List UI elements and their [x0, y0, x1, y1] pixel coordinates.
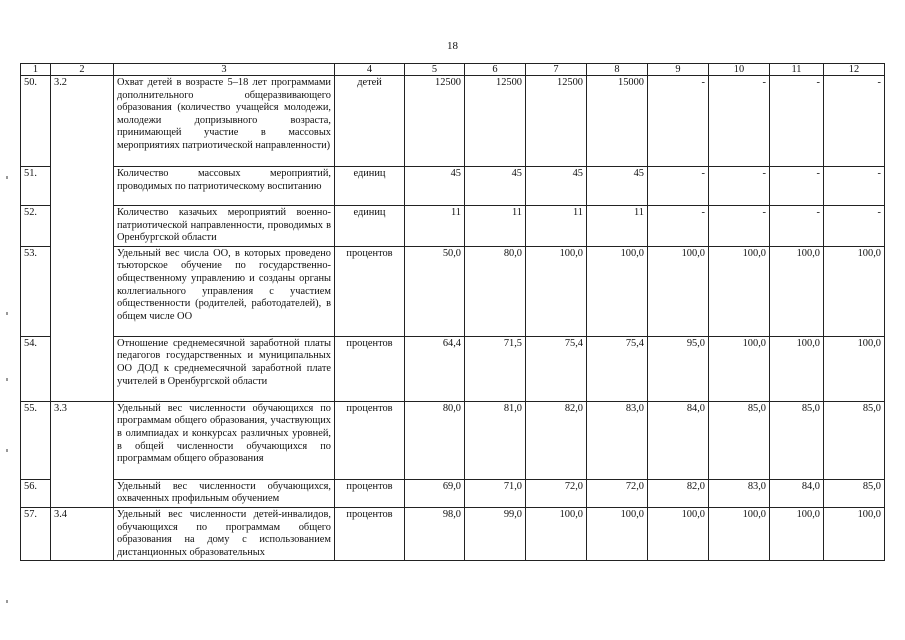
unit: детей: [335, 76, 405, 167]
table-row: [21, 167, 885, 206]
column-header: 10: [709, 64, 770, 76]
indicator-description: Удельный вес численности обучающихся по программам общего образования, участвующих в олимпиадах и конкурсах различных уровней, в общей численности обучающихся по программам общего образования: [114, 401, 335, 479]
table-row: [21, 76, 885, 167]
value-cell: 84,0: [770, 479, 824, 507]
value-cell: -: [648, 76, 709, 167]
value-cell: 100,0: [587, 507, 648, 560]
value-cell: 45: [405, 167, 465, 206]
column-header: 4: [335, 64, 405, 76]
value-cell: 100,0: [709, 336, 770, 401]
value-cell: -: [709, 206, 770, 247]
column-header: 5: [405, 64, 465, 76]
value-cell: 85,0: [770, 401, 824, 479]
unit: единиц: [335, 167, 405, 206]
value-cell: -: [648, 206, 709, 247]
value-cell: -: [709, 167, 770, 206]
value-cell: 85,0: [709, 401, 770, 479]
row-number: 57.: [21, 507, 51, 560]
table-row: [21, 246, 885, 336]
value-cell: 83,0: [587, 401, 648, 479]
table-row: [21, 401, 885, 479]
indicator-description: Удельный вес численности детей-инвалидов, обучающихся по программам общего образования на дому с использованием дистанционных образовательных: [114, 507, 335, 560]
value-cell: 11: [405, 206, 465, 247]
value-cell: 100,0: [648, 507, 709, 560]
value-cell: 100,0: [648, 246, 709, 336]
value-cell: -: [770, 167, 824, 206]
indicator-description: Удельный вес числа ОО, в которых проведено тьюторское обучение по государственно-общественному управлению и созданы органы коллегиального управления с участием общественности (родителей, работодателей), в общем числе ОО: [114, 246, 335, 336]
value-cell: 100,0: [770, 336, 824, 401]
value-cell: 100,0: [526, 246, 587, 336]
value-cell: -: [824, 167, 885, 206]
section-code: 3.3: [51, 401, 114, 507]
value-cell: 98,0: [405, 507, 465, 560]
table-row: [21, 206, 885, 247]
indicator-description: Удельный вес численности обучающихся, охваченных профильным обучением: [114, 479, 335, 507]
value-cell: 100,0: [824, 336, 885, 401]
value-cell: 100,0: [770, 246, 824, 336]
section-code: 3.2: [51, 76, 114, 402]
unit: процентов: [335, 336, 405, 401]
value-cell: 69,0: [405, 479, 465, 507]
value-cell: 99,0: [465, 507, 526, 560]
indicator-description: Отношение среднемесячной заработной платы педагогов государственных и муниципальных ОО ДОД к среднемесячной заработной плате учителей в Оренбургской области: [114, 336, 335, 401]
value-cell: 100,0: [526, 507, 587, 560]
value-cell: 71,0: [465, 479, 526, 507]
page-number: 18: [447, 40, 458, 52]
value-cell: 45: [587, 167, 648, 206]
value-cell: 71,5: [465, 336, 526, 401]
table-row: [21, 479, 885, 507]
value-cell: 100,0: [709, 246, 770, 336]
table-row: [21, 507, 885, 560]
value-cell: 100,0: [709, 507, 770, 560]
value-cell: 85,0: [824, 479, 885, 507]
column-header: 8: [587, 64, 648, 76]
row-number: 51.: [21, 167, 51, 206]
unit: единиц: [335, 206, 405, 247]
indicators-table: [20, 63, 885, 561]
value-cell: 83,0: [709, 479, 770, 507]
value-cell: 12500: [526, 76, 587, 167]
value-cell: 15000: [587, 76, 648, 167]
margin-mark: [6, 449, 8, 452]
indicator-description: Охват детей в возрасте 5–18 лет программами дополнительного общеразвивающего образования (количество учащейся молодежи, молодежи допризывного возраста, принимающей участие в массовых мероприятиях патриотической направленности): [114, 76, 335, 167]
value-cell: 75,4: [587, 336, 648, 401]
value-cell: 84,0: [648, 401, 709, 479]
margin-mark: [6, 600, 8, 603]
value-cell: 95,0: [648, 336, 709, 401]
value-cell: 72,0: [526, 479, 587, 507]
value-cell: 82,0: [526, 401, 587, 479]
row-number: 55.: [21, 401, 51, 479]
column-header: 12: [824, 64, 885, 76]
column-header: 6: [465, 64, 526, 76]
value-cell: 82,0: [648, 479, 709, 507]
value-cell: 81,0: [465, 401, 526, 479]
column-header: 2: [51, 64, 114, 76]
margin-mark: [6, 378, 8, 381]
row-number: 56.: [21, 479, 51, 507]
value-cell: 11: [587, 206, 648, 247]
value-cell: 80,0: [465, 246, 526, 336]
value-cell: 100,0: [770, 507, 824, 560]
value-cell: -: [709, 76, 770, 167]
value-cell: 80,0: [405, 401, 465, 479]
indicator-description: Количество массовых мероприятий, проводимых по патриотическому воспитанию: [114, 167, 335, 206]
value-cell: 100,0: [824, 246, 885, 336]
value-cell: 11: [465, 206, 526, 247]
unit: процентов: [335, 401, 405, 479]
column-header: 1: [21, 64, 51, 76]
unit: процентов: [335, 246, 405, 336]
margin-mark: [6, 312, 8, 315]
unit: процентов: [335, 507, 405, 560]
row-number: 54.: [21, 336, 51, 401]
margin-mark: [6, 176, 8, 179]
value-cell: -: [824, 206, 885, 247]
value-cell: -: [648, 167, 709, 206]
column-header: 7: [526, 64, 587, 76]
value-cell: 12500: [465, 76, 526, 167]
column-header: 11: [770, 64, 824, 76]
value-cell: 45: [465, 167, 526, 206]
value-cell: 45: [526, 167, 587, 206]
unit: процентов: [335, 479, 405, 507]
section-code: 3.4: [51, 507, 114, 560]
value-cell: 12500: [405, 76, 465, 167]
value-cell: 50,0: [405, 246, 465, 336]
column-header: 9: [648, 64, 709, 76]
value-cell: -: [770, 76, 824, 167]
row-number: 53.: [21, 246, 51, 336]
table-header-row: [21, 64, 885, 76]
table-row: [21, 336, 885, 401]
value-cell: 75,4: [526, 336, 587, 401]
value-cell: 64,4: [405, 336, 465, 401]
indicator-description: Количество казачьих мероприятий военно-патриотической направленности, проводимых в Оренбургской области: [114, 206, 335, 247]
value-cell: 85,0: [824, 401, 885, 479]
value-cell: 11: [526, 206, 587, 247]
value-cell: -: [770, 206, 824, 247]
value-cell: 72,0: [587, 479, 648, 507]
row-number: 50.: [21, 76, 51, 167]
value-cell: 100,0: [824, 507, 885, 560]
column-header: 3: [114, 64, 335, 76]
row-number: 52.: [21, 206, 51, 247]
value-cell: 100,0: [587, 246, 648, 336]
value-cell: -: [824, 76, 885, 167]
